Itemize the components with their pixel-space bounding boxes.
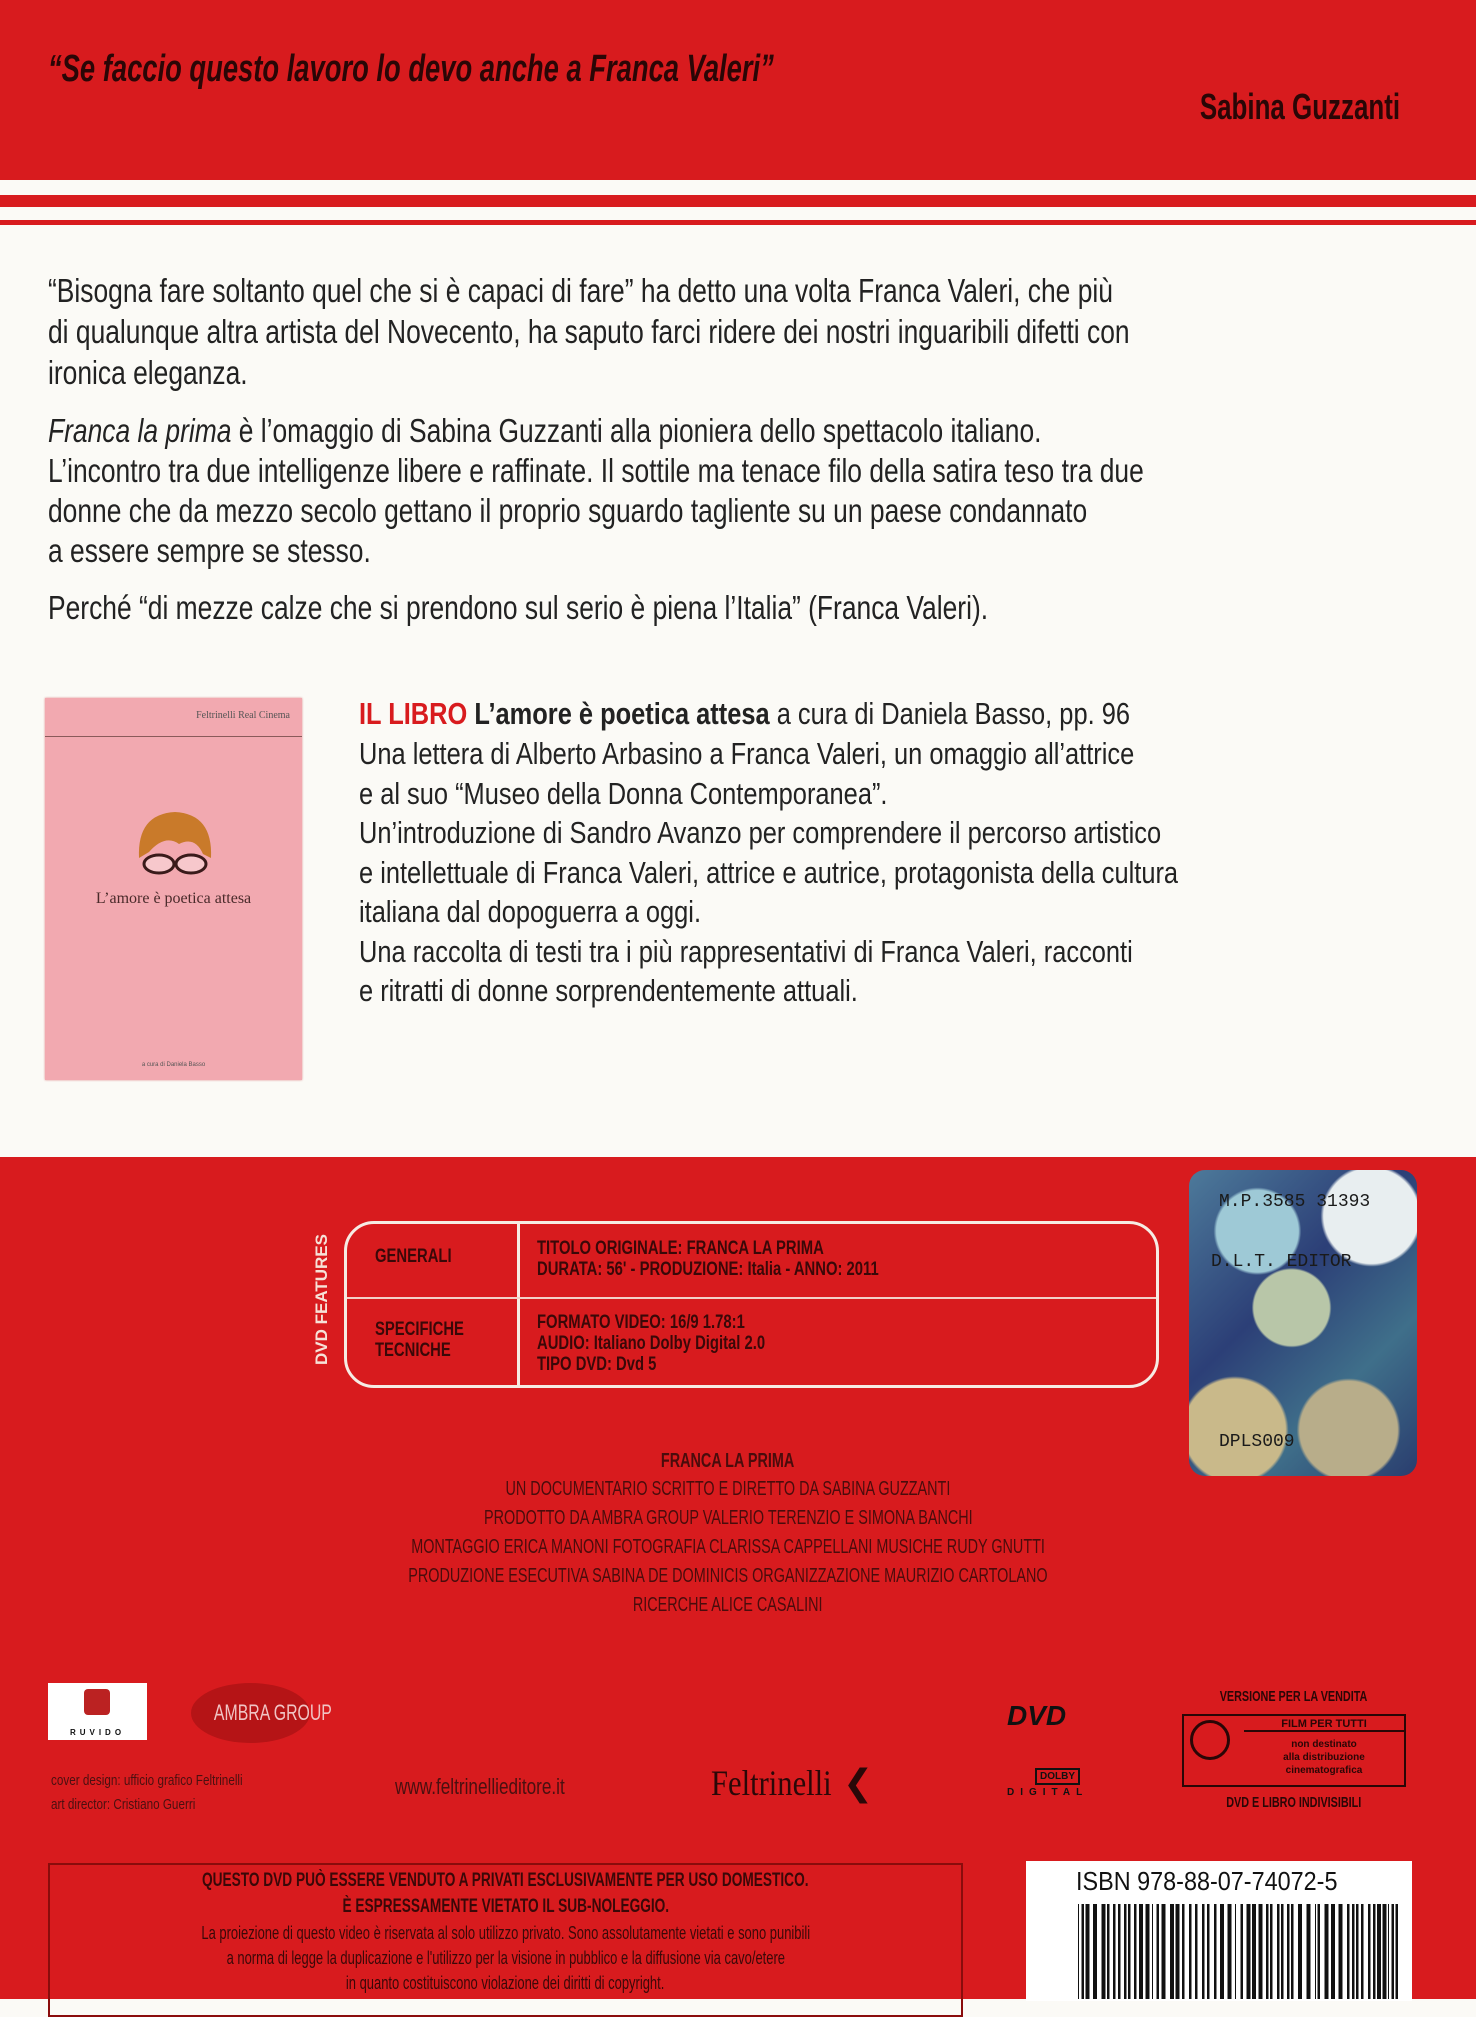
- general-label: GENERALI: [375, 1246, 452, 1267]
- barcode-bar: [1220, 1904, 1224, 1999]
- credit-line: [0, 1507, 1456, 1530]
- text: e al suo “Museo della Donna Contemporanea”.: [359, 776, 888, 811]
- text: QUESTO DVD PUÒ ESSERE VENDUTO A PRIVATI ESCLUSIVAMENTE PER USO DOMESTICO.: [202, 1870, 809, 1891]
- divider-stripe: [0, 220, 1476, 225]
- barcode-bar: [1396, 1904, 1399, 1999]
- barcode-bar: [1325, 1904, 1329, 1999]
- logo-text: DIGITAL: [1007, 1787, 1089, 1798]
- text: ISBN 978-88-07-74072-5: [1076, 1866, 1338, 1896]
- barcode-bar: [1373, 1904, 1376, 1999]
- hologram-code: DPLS009: [1219, 1432, 1295, 1452]
- warning-line: [48, 1973, 963, 1994]
- barcode-bar: [1157, 1904, 1160, 1999]
- cover-publisher: Feltrinelli Real Cinema: [196, 710, 290, 721]
- book-line: [359, 815, 1337, 851]
- text: in quanto costituiscono violazione dei diritti di copyright.: [346, 1973, 665, 1993]
- barcode-bar: [1361, 1904, 1364, 1999]
- barcode-bar: [1291, 1904, 1294, 1999]
- book-line: [359, 894, 776, 930]
- barcode-bar: [1118, 1904, 1121, 1999]
- author-text: Sabina Guzzanti: [1199, 86, 1400, 127]
- text: non destinato: [1291, 1739, 1357, 1750]
- camera-icon: [84, 1689, 110, 1715]
- text: cover design: ufficio grafico Feltrinelli: [51, 1772, 243, 1789]
- barcode-bar: [1176, 1904, 1180, 1999]
- quote-text: “Se faccio questo lavoro lo devo anche a Franca Valeri”: [48, 48, 774, 90]
- warning-line: [48, 1870, 963, 1892]
- barcode-bar: [1134, 1904, 1137, 1999]
- credits-title: [0, 1450, 1456, 1473]
- hair-glasses-illustration: [135, 806, 215, 886]
- barcode-bar: [1339, 1904, 1343, 1999]
- barcode-bar: [1113, 1904, 1116, 1999]
- barcode-bar: [1368, 1904, 1371, 1999]
- barcode-bar: [1388, 1904, 1389, 1999]
- logo-text: AMBRA GROUP: [213, 1700, 332, 1725]
- text: PRODUZIONE ESECUTIVA SABINA DE DOMINICIS ORGANIZZAZIONE MAURIZIO CARTOLANO: [408, 1565, 1048, 1587]
- barcode-bar: [1202, 1904, 1205, 1999]
- barcode-bar: [1139, 1904, 1143, 1999]
- dolby-digital-logo: [1007, 1768, 1104, 1798]
- text: donne che da mezzo secolo gettano il proprio sguardo tagliente su un paese condannato: [48, 492, 1088, 529]
- text: art director: Cristiano Guerri: [51, 1796, 196, 1813]
- book-line: [359, 776, 1004, 812]
- book-title: L’amore è poetica attesa: [474, 696, 770, 731]
- barcode-bar: [1086, 1904, 1090, 1999]
- book-cover-image: [45, 698, 302, 1080]
- barcode-bar: [1247, 1904, 1251, 1999]
- siae-hologram-sticker: [1189, 1170, 1417, 1476]
- warning-line: [48, 1896, 963, 1918]
- barcode-bar: [1315, 1904, 1316, 1999]
- quote-author: [1122, 86, 1400, 128]
- barcode-bar: [1235, 1904, 1236, 1999]
- text: La proiezione di questo video è riservata al solo utilizzo privato. Sono assolutamente vietati e sono punibili: [201, 1923, 810, 1943]
- text: è l’omaggio di Sabina Guzzanti alla pioniera dello spettacolo italiano.: [231, 412, 1042, 449]
- barcode: [1078, 1904, 1398, 1999]
- book-line: [359, 934, 1303, 970]
- barcode-bar: [1107, 1904, 1110, 1999]
- barcode-bar: [1195, 1904, 1198, 1999]
- feature-value: TITOLO ORIGINALE: FRANCA LA PRIMA: [537, 1238, 824, 1259]
- hologram-serial: M.P.3585 31393: [1219, 1192, 1371, 1212]
- text: RICERCHE ALICE CASALINI: [633, 1594, 823, 1616]
- barcode-bar: [1078, 1904, 1079, 1999]
- website-link[interactable]: [395, 1774, 613, 1800]
- text: e ritratti di donne sorprendentemente attuali.: [359, 973, 858, 1008]
- text: a essere sempre se stesso.: [48, 532, 371, 569]
- barcode-bar: [1356, 1904, 1359, 1999]
- sale-version-label: [1182, 1688, 1406, 1705]
- logo-text: RUVIDO: [69, 1728, 126, 1737]
- rating-text: FILM PER TUTTI: [1244, 1718, 1404, 1732]
- text: e intellettuale di Franca Valeri, attrice e autrice, protagonista della cultura: [359, 855, 1179, 890]
- text: UN DOCUMENTARIO SCRITTO E DIRETTO DA SABINA GUZZANTI: [505, 1478, 951, 1500]
- synopsis-line: [48, 313, 1400, 351]
- art-director-credit: [51, 1796, 236, 1813]
- indivisible-label: [1182, 1794, 1406, 1811]
- logo-text: DOLBY: [1035, 1768, 1080, 1785]
- isbn-number: [1076, 1866, 1367, 1897]
- feature-value: DURATA: 56' - PRODUZIONE: Italia - ANNO: 2011: [537, 1259, 879, 1280]
- text: di qualunque altra artista del Novecento, ha saputo farci ridere dei nostri inguaribili difetti con: [48, 313, 1130, 350]
- text: L’incontro tra due intelligenze libere e raffinate. Il sottile ma tenace filo della satira teso tra due: [48, 452, 1144, 489]
- book-line: [359, 855, 1358, 891]
- book-heading: [359, 696, 1299, 732]
- credit-line: [0, 1565, 1456, 1588]
- synopsis-line: [48, 589, 1223, 627]
- credit-line: [0, 1478, 1456, 1501]
- book-line: [359, 736, 1304, 772]
- cover-curator: a cura di Daniela Basso: [141, 1062, 206, 1068]
- warning-line: [48, 1948, 963, 1969]
- barcode-bar: [1270, 1904, 1273, 1999]
- barcode-bar: [1347, 1904, 1350, 1999]
- rating-note: [1244, 1738, 1404, 1777]
- text: Perché “di mezze calze che si prendono sul serio è piena l’Italia” (Franca Valeri).: [48, 589, 989, 626]
- dvd-features-label: DVD FEATURES: [312, 1234, 331, 1365]
- barcode-bar: [1182, 1904, 1185, 1999]
- barcode-bar: [1352, 1904, 1355, 1999]
- synopsis-line: [48, 354, 298, 392]
- barcode-bar: [1146, 1904, 1150, 1999]
- barcode-bar: [1392, 1904, 1395, 1999]
- barcode-bar: [1170, 1904, 1174, 1999]
- barcode-bar: [1093, 1904, 1097, 1999]
- dvd-video-logo: [1007, 1700, 1066, 1732]
- barcode-bar: [1383, 1904, 1387, 1999]
- text: “Bisogna fare soltanto quel che si è capaci di fare” ha detto una volta Franca Valeri, che più: [48, 272, 1113, 309]
- barcode-bar: [1277, 1904, 1280, 1999]
- barcode-bar: [1228, 1904, 1232, 1999]
- text: ironica eleganza.: [48, 354, 248, 391]
- rating-seal-icon: [1190, 1720, 1230, 1760]
- barcode-bar: [1124, 1904, 1127, 1999]
- text: italiana dal dopoguerra a oggi.: [359, 894, 702, 929]
- ruvido-logo: [48, 1683, 147, 1740]
- rating-box: [1182, 1714, 1406, 1787]
- logo-text: Feltrinelli: [711, 1763, 832, 1803]
- barcode-bar: [1102, 1904, 1106, 1999]
- barcode-bar: [1266, 1904, 1269, 1999]
- text: VERSIONE PER LA VENDITA: [1220, 1688, 1368, 1705]
- barcode-bar: [1259, 1904, 1263, 1999]
- text: cinematografica: [1285, 1765, 1363, 1776]
- text: a norma di legge la duplicazione e l'utilizzo per la visione in pubblico e la diffusione via cavo/etere: [226, 1948, 785, 1968]
- book-line: [359, 973, 967, 1009]
- text: alla distribuzione: [1283, 1752, 1365, 1763]
- feature-value: FORMATO VIDEO: 16/9 1.78:1: [537, 1312, 745, 1333]
- barcode-bar: [1162, 1904, 1166, 1999]
- divider: [517, 1224, 520, 1385]
- hologram-editor: D.L.T. EDITOR: [1211, 1252, 1352, 1272]
- feltrinelli-logo: [711, 1762, 873, 1804]
- barcode-bar: [1287, 1904, 1290, 1999]
- divider-stripe: [0, 195, 1476, 207]
- divider: [347, 1297, 1156, 1299]
- barcode-bar: [1252, 1904, 1256, 1999]
- warning-line: [48, 1923, 963, 1944]
- barcode-bar: [1298, 1904, 1302, 1999]
- synopsis-line: [48, 272, 1379, 310]
- barcode-bar: [1128, 1904, 1131, 1999]
- barcode-bar: [1241, 1904, 1244, 1999]
- header-quote: [48, 48, 1056, 91]
- synopsis-line: [48, 532, 452, 570]
- credit-line: [0, 1536, 1456, 1559]
- tech-label: SPECIFICHE: [375, 1319, 464, 1340]
- cover-design-credit: [51, 1772, 297, 1789]
- dvd-features-table: [344, 1221, 1159, 1388]
- ambra-group-logo: [191, 1683, 332, 1743]
- text: DVD E LIBRO INDIVISIBILI: [1226, 1794, 1362, 1811]
- barcode-bar: [1082, 1904, 1085, 1999]
- tech-label: TECNICHE: [375, 1340, 451, 1361]
- logo-text: DVD: [1007, 1700, 1067, 1731]
- barcode-bar: [1281, 1904, 1284, 1999]
- text[interactable]: www.feltrinellieditore.it: [395, 1774, 565, 1799]
- barcode-bar: [1307, 1904, 1311, 1999]
- text: È ESPRESSAMENTE VIETATO IL SUB-NOLEGGIO.: [342, 1896, 669, 1917]
- film-title: Franca la prima: [48, 412, 232, 449]
- text: Un’introduzione di Sandro Avanzo per comprendere il percorso artistico: [359, 815, 1162, 850]
- text: FRANCA LA PRIMA: [661, 1450, 795, 1472]
- credit-line: [0, 1594, 1456, 1617]
- barcode-bar: [1331, 1904, 1335, 1999]
- text: Una lettera di Alberto Arbasino a Franca Valeri, un omaggio all’attrice: [359, 736, 1135, 771]
- synopsis-line: [48, 492, 1347, 530]
- barcode-bar: [1214, 1904, 1217, 1999]
- cover-rule: [45, 736, 302, 737]
- synopsis-line: [48, 452, 1418, 490]
- book-meta: a cura di Daniela Basso, pp. 96: [769, 696, 1130, 731]
- barcode-bar: [1189, 1904, 1192, 1999]
- text: Una raccolta di testi tra i più rappresentativi di Franca Valeri, racconti: [359, 934, 1133, 969]
- barcode-bar: [1377, 1904, 1381, 1999]
- feature-value: TIPO DVD: Dvd 5: [537, 1354, 657, 1375]
- synopsis-line: [48, 412, 1290, 450]
- barcode-bar: [1207, 1904, 1210, 1999]
- feature-value: AUDIO: Italiano Dolby Digital 2.0: [537, 1333, 766, 1354]
- barcode-bar: [1152, 1904, 1153, 1999]
- barcode-bar: [1318, 1904, 1321, 1999]
- feltrinelli-arrow-icon: ❮: [842, 1763, 874, 1804]
- text: PRODOTTO DA AMBRA GROUP VALERIO TERENZIO E SIMONA BANCHI: [483, 1507, 973, 1529]
- book-label: IL LIBRO: [359, 696, 468, 731]
- text: MONTAGGIO ERICA MANONI FOTOGRAFIA CLARISSA CAPPELLANI MUSICHE RUDY GNUTTI: [411, 1536, 1045, 1558]
- cover-title: L’amore è poetica attesa: [95, 890, 252, 907]
